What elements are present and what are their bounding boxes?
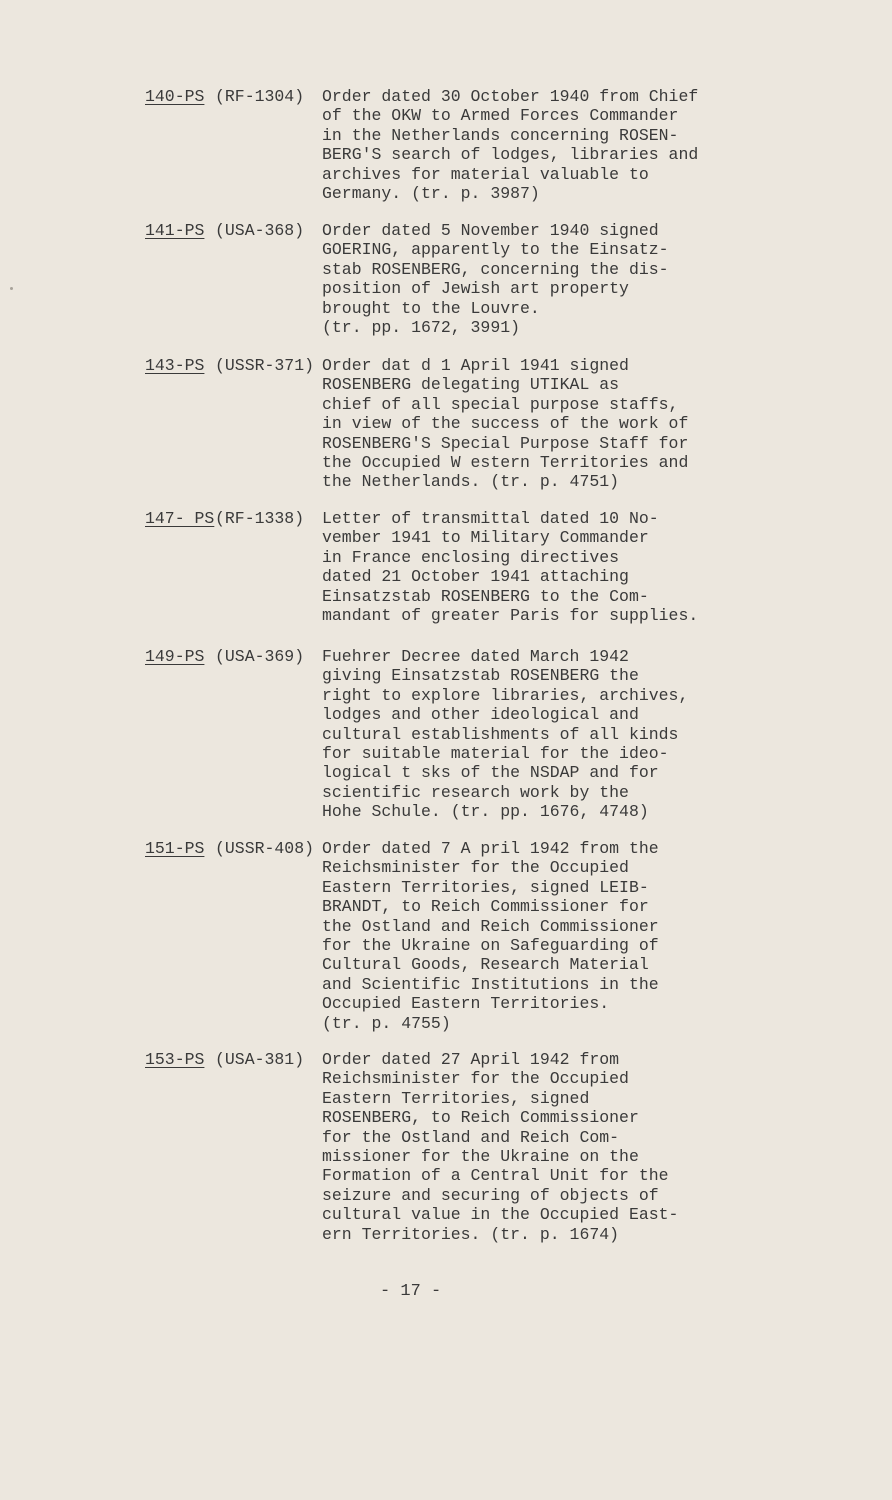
description-line: Order dated 27 April 1942 from xyxy=(322,1050,620,1069)
description-line: logical t sks of the NSDAP and for xyxy=(322,763,659,783)
entry-description xyxy=(322,647,722,822)
description-line: (tr. pp. 1672, 3991) xyxy=(322,318,521,338)
description-line: Reichsminister for the Occupied xyxy=(322,1069,629,1089)
exhibit-number: (USA-381) xyxy=(215,1050,305,1069)
entry-description xyxy=(322,1050,722,1244)
description-line: vember 1941 to Military Commander xyxy=(322,528,649,548)
description-line: Eastern Territories, signed xyxy=(322,1088,590,1108)
document-number: 153-PS xyxy=(145,1050,205,1069)
page-number: - 17 - xyxy=(380,1282,442,1301)
exhibit-number: (RF-1338) xyxy=(215,509,305,528)
description-line: lodges and other ideological and xyxy=(322,705,639,725)
description-line: Eastern Territories, signed LEIB- xyxy=(322,877,649,897)
document-number: 151-PS xyxy=(145,839,205,858)
document-number: 149-PS xyxy=(145,647,205,666)
description-line: archives for material valuable to xyxy=(322,164,649,184)
description-line: of the OKW to Armed Forces Commander xyxy=(322,106,679,126)
document-number: 140-PS xyxy=(145,87,205,106)
description-line: Hohe Schule. (tr. pp. 1676, 4748) xyxy=(322,802,649,822)
description-line: (tr. p. 4755) xyxy=(322,1013,451,1033)
description-line: brought to the Louvre. xyxy=(322,298,540,318)
description-line: in view of the success of the work of xyxy=(322,414,689,434)
description-line: cultural establishments of all kinds xyxy=(322,724,679,744)
description-line: in the Netherlands concerning ROSEN- xyxy=(322,125,679,145)
description-line: for the Ukraine on Safeguarding of xyxy=(322,936,659,956)
description-line: Einsatzstab ROSENBERG to the Com- xyxy=(322,586,649,606)
description-line: Reichsminister for the Occupied xyxy=(322,858,629,878)
description-line: the Ostland and Reich Commissioner xyxy=(322,916,659,936)
description-line: the Netherlands. (tr. p. 4751) xyxy=(322,472,620,492)
margin-speck xyxy=(10,287,13,290)
exhibit-number: (RF-1304) xyxy=(215,87,305,106)
exhibit-number: (USSR-408) xyxy=(215,839,315,858)
entry-description xyxy=(322,221,722,337)
description-line: Letter of transmittal dated 10 No- xyxy=(322,509,659,528)
description-line: mandant of greater Paris for supplies. xyxy=(322,606,699,626)
description-line: right to explore libraries, archives, xyxy=(322,685,689,705)
description-line: in France enclosing directives xyxy=(322,547,620,567)
description-line: for suitable material for the ideo- xyxy=(322,744,669,764)
description-line: Germany. (tr. p. 3987) xyxy=(322,184,540,204)
description-line: scientific research work by the xyxy=(322,782,629,802)
description-line: ern Territories. (tr. p. 1674) xyxy=(322,1224,620,1244)
description-line: ROSENBERG delegating UTIKAL as xyxy=(322,375,620,395)
entry-description xyxy=(322,356,722,492)
entry-description xyxy=(322,87,722,203)
description-line: for the Ostland and Reich Com- xyxy=(322,1127,620,1147)
document-number: 143-PS xyxy=(145,356,205,375)
entry-description xyxy=(322,509,722,625)
entry-description xyxy=(322,839,722,1033)
description-line: ROSENBERG, to Reich Commissioner xyxy=(322,1108,639,1128)
description-line: Order dated 5 November 1940 signed xyxy=(322,221,659,240)
description-line: seizure and securing of objects of xyxy=(322,1185,659,1205)
description-line: dated 21 October 1941 attaching xyxy=(322,567,629,587)
description-line: giving Einsatzstab ROSENBERG the xyxy=(322,666,639,686)
description-line: ROSENBERG'S Special Purpose Staff for xyxy=(322,433,689,453)
description-line: chief of all special purpose staffs, xyxy=(322,394,679,414)
description-line: position of Jewish art property xyxy=(322,279,629,299)
description-line: and Scientific Institutions in the xyxy=(322,974,659,994)
description-line: Order dat d 1 April 1941 signed xyxy=(322,356,629,375)
description-line: Order dated 7 A pril 1942 from the xyxy=(322,839,659,858)
description-line: BERG'S search of lodges, libraries and xyxy=(322,145,699,165)
document-number: 147- PS xyxy=(145,509,215,528)
description-line: Order dated 30 October 1940 from Chief xyxy=(322,87,699,106)
exhibit-number: (USSR-371) xyxy=(215,356,315,375)
description-line: Fuehrer Decree dated March 1942 xyxy=(322,647,629,666)
description-line: BRANDT, to Reich Commissioner for xyxy=(322,897,649,917)
description-line: Occupied Eastern Territories. xyxy=(322,994,610,1014)
description-line: GOERING, apparently to the Einsatz- xyxy=(322,240,669,260)
document-number: 141-PS xyxy=(145,221,205,240)
exhibit-number: (USA-369) xyxy=(215,647,305,666)
description-line: Cultural Goods, Research Material xyxy=(322,955,649,975)
description-line: the Occupied W estern Territories and xyxy=(322,453,689,473)
exhibit-number: (USA-368) xyxy=(215,221,305,240)
description-line: Formation of a Central Unit for the xyxy=(322,1166,669,1186)
description-line: cultural value in the Occupied East- xyxy=(322,1205,679,1225)
description-line: stab ROSENBERG, concerning the dis- xyxy=(322,259,669,279)
description-line: missioner for the Ukraine on the xyxy=(322,1147,639,1167)
